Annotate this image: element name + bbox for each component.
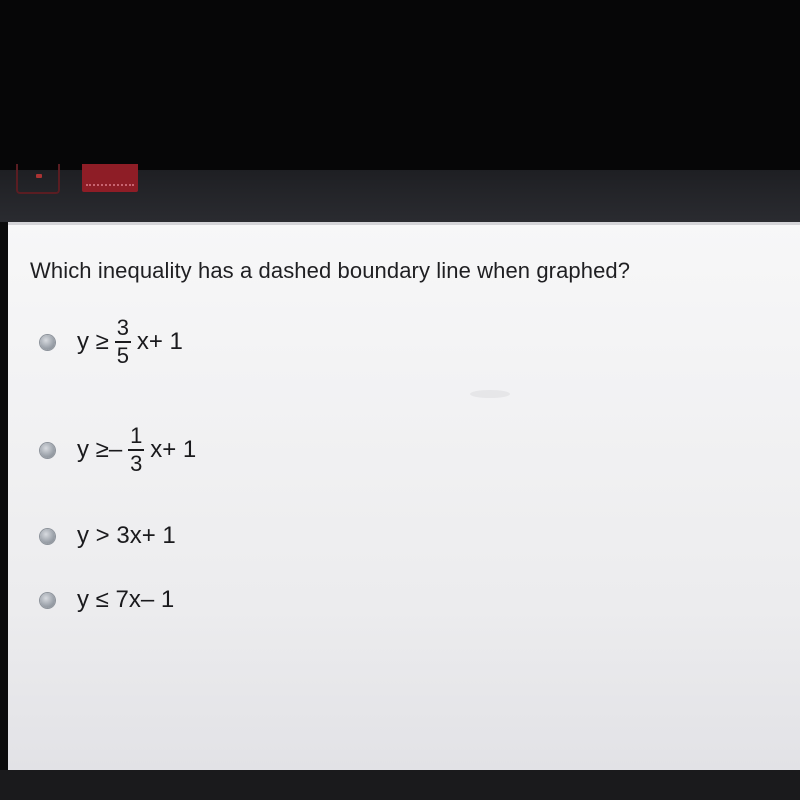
question-panel <box>8 222 800 772</box>
screen-glare <box>470 390 510 398</box>
option-3-expression: y > 3x+ 1 <box>77 522 176 549</box>
radio-button[interactable] <box>40 529 55 544</box>
radio-button[interactable] <box>40 335 55 350</box>
option-2-operator: ≥ <box>95 436 109 463</box>
answer-option-4[interactable] <box>40 586 174 614</box>
option-1-operator: ≥ <box>95 328 109 355</box>
option-2-numerator: 1 <box>130 423 143 448</box>
question-text: Which inequality has a dashed boundary line when graphed? <box>30 258 631 283</box>
answer-option-3[interactable] <box>40 522 176 550</box>
option-1-denominator: 5 <box>116 343 129 368</box>
screen-bezel <box>0 0 800 170</box>
answer-option-2[interactable] <box>40 424 196 476</box>
option-1-fraction <box>115 316 131 368</box>
option-1-rest: x+ 1 <box>136 328 183 355</box>
option-2-denominator: 3 <box>130 451 143 476</box>
option-1-expression <box>77 316 183 368</box>
option-2-fraction <box>128 424 144 476</box>
option-2-sign: – <box>108 436 123 463</box>
flag-icon[interactable] <box>82 164 138 192</box>
radio-button[interactable] <box>40 443 55 458</box>
radio-button[interactable] <box>40 593 55 608</box>
option-1-numerator: 3 <box>116 315 129 340</box>
answer-option-1[interactable] <box>40 316 183 368</box>
option-4-expression: y ≤ 7x– 1 <box>77 586 175 613</box>
option-2-rest: x+ 1 <box>150 436 197 463</box>
option-2-variable: y <box>77 436 89 463</box>
minimize-icon[interactable] <box>16 164 60 194</box>
option-1-variable: y <box>77 328 89 355</box>
option-2-expression <box>77 424 196 476</box>
screen-bottom-edge <box>0 770 800 800</box>
